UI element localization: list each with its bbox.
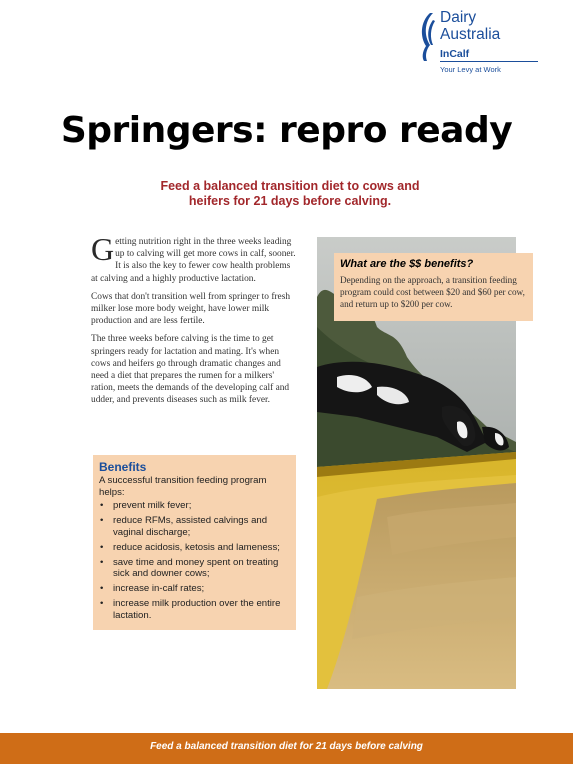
bullet-icon: • <box>100 556 104 568</box>
cost-benefit-box <box>334 253 533 321</box>
logo-line-dairy: Dairy <box>440 9 477 26</box>
logo-line-australia: Australia <box>440 26 501 43</box>
intro-paragraph-1-text: etting nutrition right in the three weeks leading up to calving will get more cows in calf, sooner. It is also the key to fewer cow health problems at calving and a highly productive lactation. <box>91 237 296 284</box>
list-item: • save time and money spent on treating sick and downer cows; <box>100 556 279 579</box>
list-item: • prevent milk fever; <box>100 500 192 511</box>
cost-benefit-title: What are the $$ benefits? <box>340 258 474 270</box>
bullet-icon: • <box>100 500 104 511</box>
intro-paragraph-3: The three weeks before calving is the time to get springers ready for lactation and mating. It's when cows and heifers go through dramatic changes and need a diet that prepares the rumen for a milkers' ration, meets the demands of the developing calf and udder, and prevents diseases such as milk fever. <box>91 334 290 406</box>
dairy-australia-logo <box>416 10 536 82</box>
benefits-box <box>93 455 296 630</box>
list-item: • reduce RFMs, assisted calvings and vaginal discharge; <box>100 515 268 538</box>
list-item: • reduce acidosis, ketosis and lameness; <box>100 541 280 553</box>
benefits-list <box>99 500 290 621</box>
intro-paragraph-2: Cows that don't transition well from springer to fresh milker lose more body weight, have lower milk production and are less fertile. <box>91 291 291 327</box>
list-item: • increase in-calf rates; <box>100 583 205 594</box>
logo-tagline: Your Levy at Work <box>440 65 501 74</box>
footer-banner: Feed a balanced transition diet for 21 days before calving <box>0 733 573 764</box>
bullet-icon: • <box>100 541 104 553</box>
page-subtitle: Feed a balanced transition diet to cows and heifers for 21 days before calving. <box>160 179 420 208</box>
bullet-icon: • <box>100 515 104 526</box>
logo-stripes-icon <box>416 12 436 62</box>
cost-benefit-text: Depending on the approach, a transition feeding program could cost between $20 and $60 per cow, and return up to $200 per cow. <box>340 275 525 309</box>
page-title: Springers: repro ready <box>60 110 513 151</box>
list-item: • increase milk production over the entire lactation. <box>100 598 281 621</box>
intro-text-column <box>91 231 296 413</box>
logo-line-incalf: InCalf <box>440 48 470 60</box>
intro-paragraph-1 <box>91 231 296 285</box>
dropcap-letter: G <box>91 231 115 267</box>
benefits-title: Benefits <box>99 460 147 474</box>
benefits-intro: A successful transition feeding program helps: <box>99 475 267 498</box>
bullet-icon: • <box>100 598 104 609</box>
bullet-icon: • <box>100 583 104 594</box>
logo-divider <box>440 61 538 62</box>
